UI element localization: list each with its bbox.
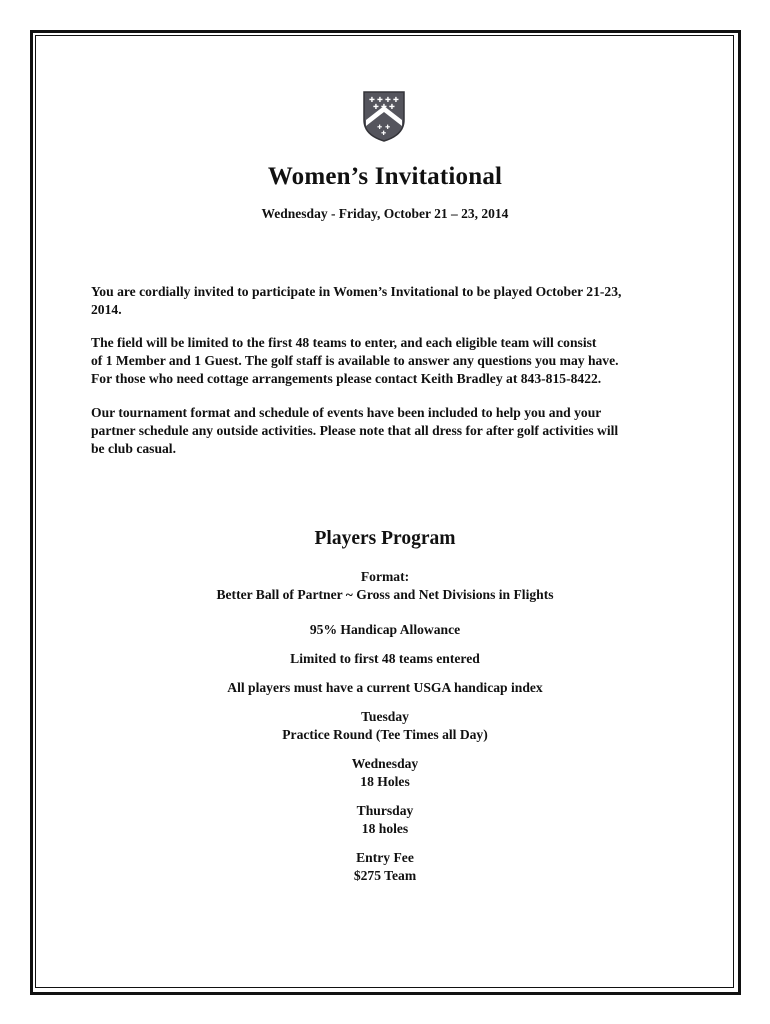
field-limit-line: of 1 Member and 1 Guest. The golf staff is available to answer any questions you may have.	[91, 353, 619, 368]
invitation-paragraph	[91, 283, 681, 319]
entry-fee-value: $275 Team	[353, 868, 417, 883]
handicap-requirement: All players must have a current USGA handicap index	[227, 680, 543, 695]
thursday-label: Thursday	[356, 803, 414, 818]
page-title: Women’s Invitational	[267, 163, 503, 190]
svg-text:✚: ✚	[369, 96, 375, 104]
format-schedule-line: Our tournament format and schedule of events have been included to help you and your	[91, 405, 602, 420]
field-limit-line: For those who need cottage arrangements please contact Keith Bradley at 843-815-8422.	[91, 371, 602, 386]
svg-text:✚: ✚	[381, 103, 387, 111]
wednesday-label: Wednesday	[351, 756, 419, 771]
format-schedule-paragraph	[91, 404, 681, 458]
format-schedule-line: partner schedule any outside activities. Please note that all dress for after golf activities will	[91, 423, 619, 438]
format-value: Better Ball of Partner ~ Gross and Net Divisions in Flights	[216, 587, 554, 602]
tuesday-label: Tuesday	[361, 709, 409, 724]
thursday-value: 18 holes	[361, 821, 409, 836]
team-limit: Limited to first 48 teams entered	[290, 651, 480, 666]
tuesday-value: Practice Round (Tee Times all Day)	[282, 727, 488, 742]
svg-text:✚: ✚	[377, 96, 383, 104]
svg-text:✚: ✚	[393, 96, 399, 104]
shield-crest-icon	[362, 90, 406, 142]
format-label: Format:	[360, 569, 410, 584]
field-limit-paragraph	[91, 334, 681, 388]
svg-text:✚: ✚	[385, 124, 391, 131]
field-limit-line: The field will be limited to the first 48 teams to enter, and each eligible team will consist	[91, 335, 597, 350]
wednesday-value: 18 Holes	[360, 774, 410, 789]
svg-text:✚: ✚	[385, 96, 391, 104]
invitation-line: 2014.	[91, 302, 122, 317]
invitation-line: You are cordially invited to participate in Women’s Invitational to be played October 21-23,	[91, 284, 622, 299]
format-schedule-line: be club casual.	[91, 441, 176, 456]
svg-text:✚: ✚	[381, 130, 387, 137]
event-dates: Wednesday - Friday, October 21 – 23, 2014	[261, 206, 509, 221]
svg-text:✚: ✚	[377, 124, 383, 131]
players-program-heading: Players Program	[314, 528, 456, 549]
entry-fee-label: Entry Fee	[356, 850, 414, 865]
svg-text:✚: ✚	[373, 103, 379, 111]
handicap-allowance: 95% Handicap Allowance	[309, 622, 461, 637]
svg-text:✚: ✚	[389, 103, 395, 111]
